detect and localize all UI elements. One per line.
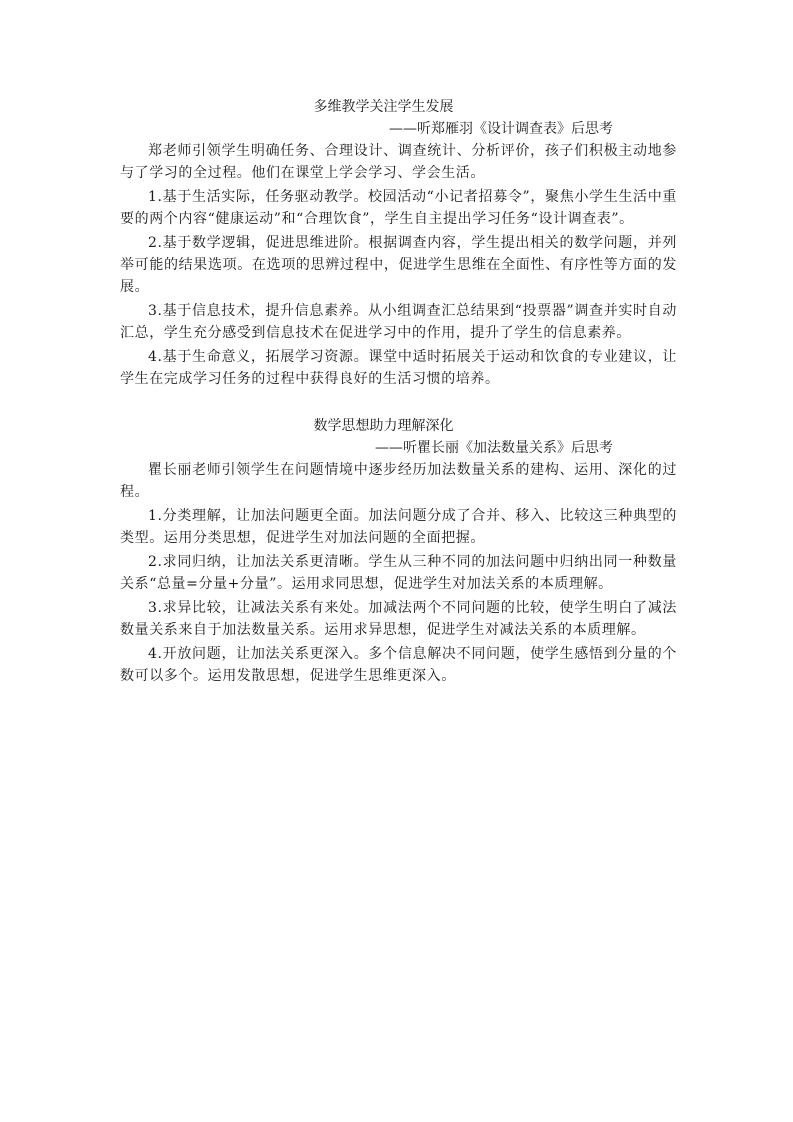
article-title: 多维教学关注学生发展 [313, 99, 454, 115]
paragraph: 4.开放问题，让加法关系更深入。多个信息解决不同问题，使学生感悟到分量的个数可以多个。运用发散思想，促进学生思维更深入。 [120, 646, 677, 684]
paragraph: 2.求同归纳，让加法关系更清晰。学生从三种不同的加法问题中归纳出同一种数量关系“总量=分量+分量”。运用求同思想，促进学生对加法关系的本质理解。 [120, 554, 677, 592]
paragraph: 2.基于数学逻辑，促进思维进阶。根据调查内容，学生提出相关的数学问题，并列举可能的结果选项。在选项的思辨过程中，促进学生思维在全面性、有序性等方面的发展。 [120, 235, 677, 295]
paragraph: 郑老师引领学生明确任务、合理设计、调查统计、分析评价，孩子们积极主动地参与了学习的全过程。他们在课堂上学会学习、学会生活。 [120, 143, 677, 181]
paragraph: 3.求异比较，让减法关系有来处。加减法两个不同问题的比较，使学生明白了减法数量关系来自于加法数量关系。运用求异思想，促进学生对减法关系的本质理解。 [120, 600, 677, 638]
paragraph: 1.分类理解，让加法问题更全面。加法问题分成了合并、移入、比较这三种典型的类型。运用分类思想，促进学生对加法问题的全面把握。 [120, 508, 677, 546]
article-title: 数学思想助力理解深化 [313, 418, 454, 434]
article-subtitle: ——听瞿长丽《加法数量关系》后思考 [375, 440, 613, 456]
article-section-1 [120, 96, 677, 390]
document-page [120, 96, 677, 687]
paragraph: 瞿长丽老师引领学生在问题情境中逐步经历加法数量关系的建构、运用、深化的过程。 [120, 462, 677, 500]
paragraph: 1.基于生活实际，任务驱动教学。校园活动“小记者招募令”，聚焦小学生生活中重要的两个内容“健康运动”和“合理饮食”，学生自主提出学习任务“设计调查表”。 [120, 189, 677, 227]
paragraph: 3.基于信息技术，提升信息素养。从小组调查汇总结果到“投票器”调查并实时自动汇总，学生充分感受到信息技术在促进学习中的作用，提升了学生的信息素养。 [120, 303, 677, 341]
article-section-2 [120, 415, 677, 687]
article-subtitle: ——听郑雁羽《设计调查表》后思考 [389, 121, 613, 137]
paragraph: 4.基于生命意义，拓展学习资源。课堂中适时拓展关于运动和饮食的专业建议，让学生在完成学习任务的过程中获得良好的生活习惯的培养。 [120, 349, 677, 387]
